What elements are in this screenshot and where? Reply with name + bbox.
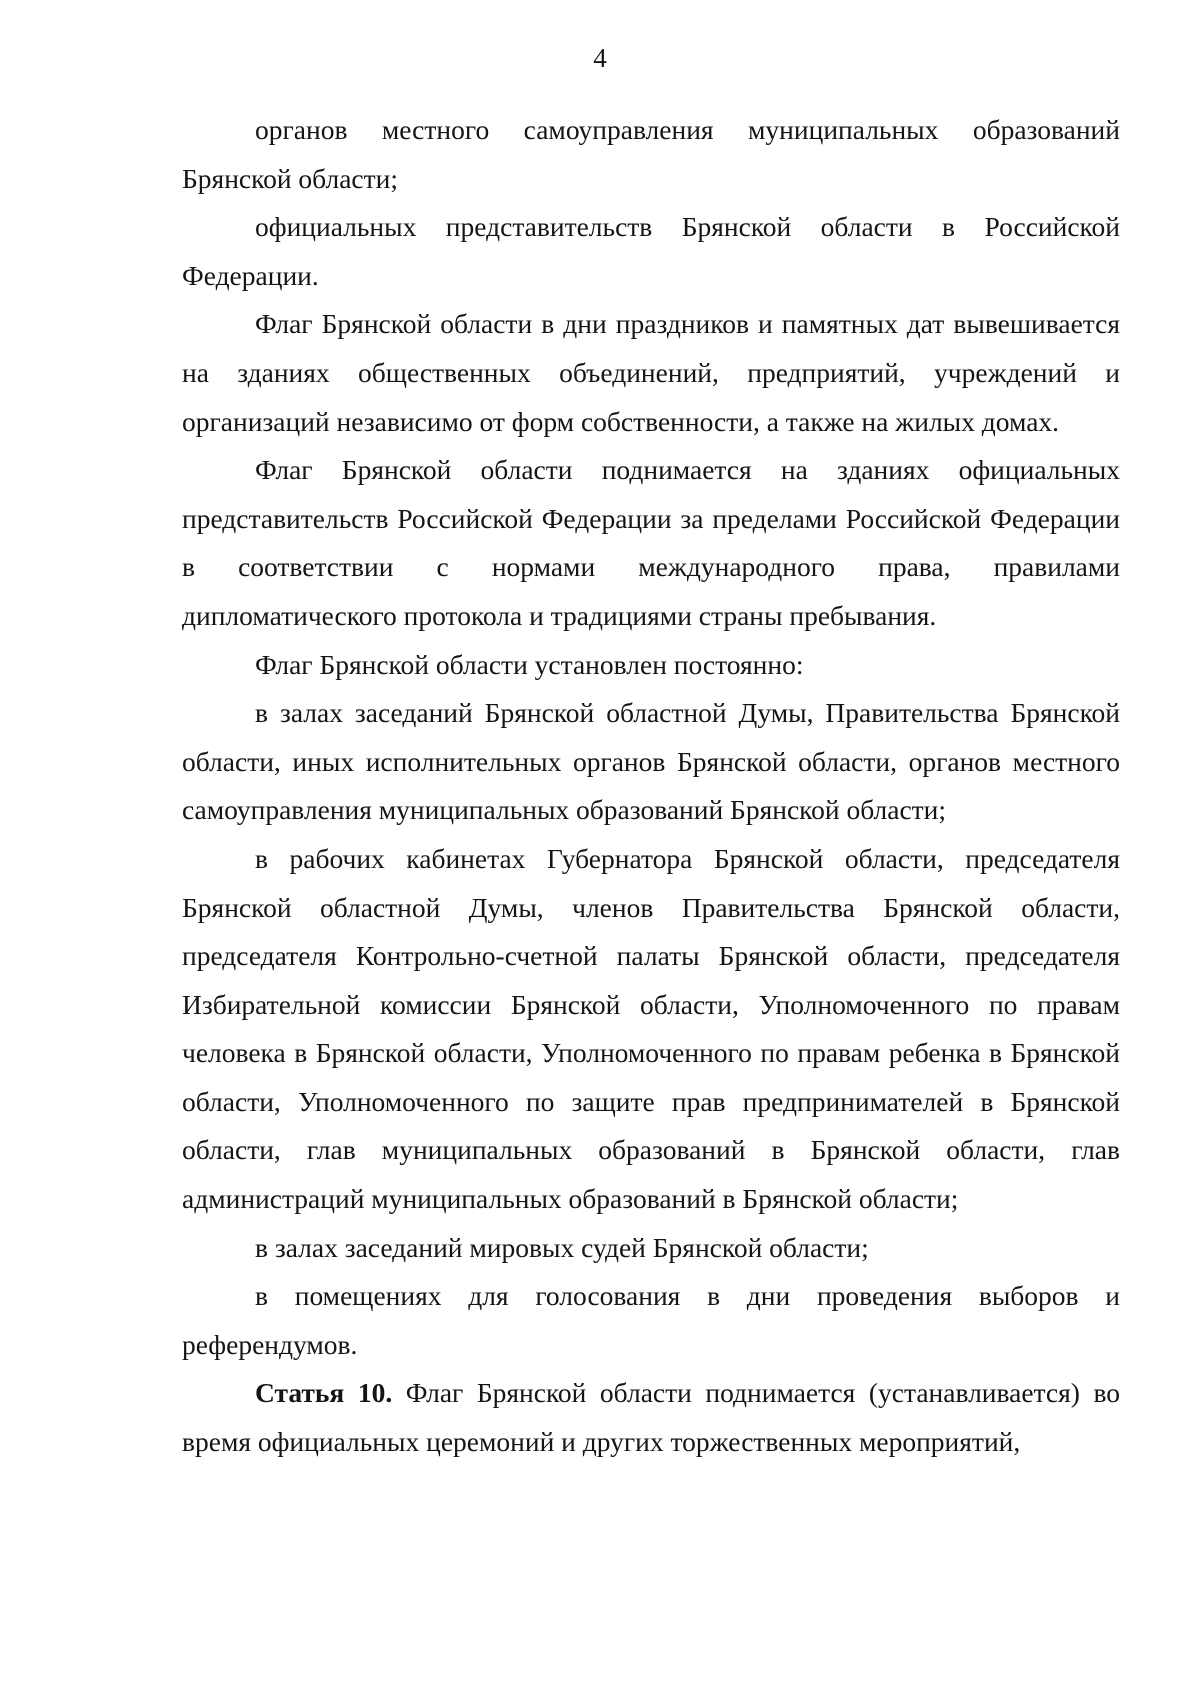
- paragraph-permanent-flag-intro: Флаг Брянской области установлен постоянно:: [255, 648, 804, 680]
- paragraph-holidays-flag: Флаг Брянской области в дни праздников и памятных дат вывешивается на зданиях общественных объединений, предприятий, учреждений и организаций независимо от форм собственности, а также на жилых домах.: [182, 308, 1120, 437]
- article-10-paragraph: [182, 1369, 1120, 1466]
- paragraph-meeting-halls: в залах заседаний Брянской областной Думы, Правительства Брянской области, иных исполнительных органов Брянской области, органов местного самоуправления муниципальных образований Брянской области;: [182, 697, 1120, 826]
- paragraph-magistrates-halls: в залах заседаний мировых судей Брянской области;: [255, 1231, 869, 1263]
- paragraph-voting-premises: в помещениях для голосования в дни проведения выборов и референдумов.: [182, 1280, 1120, 1360]
- page-number: 4: [593, 43, 607, 73]
- paragraph-offices: в рабочих кабинетах Губернатора Брянской области, председателя Брянской областной Думы, членов Правительства Брянской области, председателя Контрольно-счетной палаты Брянской области, председателя Избирательной комиссии Брянской области, Уполномоченного по правам человека в Брянской области, Уполномоченного по правам ребенка в Брянской области, Уполномоченного по защите прав предпринимателей в Брянской области, глав муниципальных образований в Брянской области, глав администраций муниципальных образований в Брянской области;: [182, 842, 1120, 1215]
- paragraph-local-government-bodies: органов местного самоуправления муниципальных образований Брянской области;: [182, 114, 1120, 194]
- paragraph-abroad-flag: Флаг Брянской области поднимается на зданиях официальных представительств Российской Федерации за пределами Российской Федерации в соответствии с нормами международного права, правилами дипломатического протокола и традициями страны пребывания.: [182, 454, 1120, 631]
- article-10-label: Статья 10.: [255, 1377, 393, 1409]
- paragraph-official-representations: официальных представительств Брянской области в Российской Федерации.: [182, 211, 1120, 291]
- article-10-text: Флаг Брянской области поднимается (устанавливается) во время официальных церемоний и других торжественных мероприятий,: [182, 1377, 1120, 1458]
- document-body: [182, 106, 1120, 1467]
